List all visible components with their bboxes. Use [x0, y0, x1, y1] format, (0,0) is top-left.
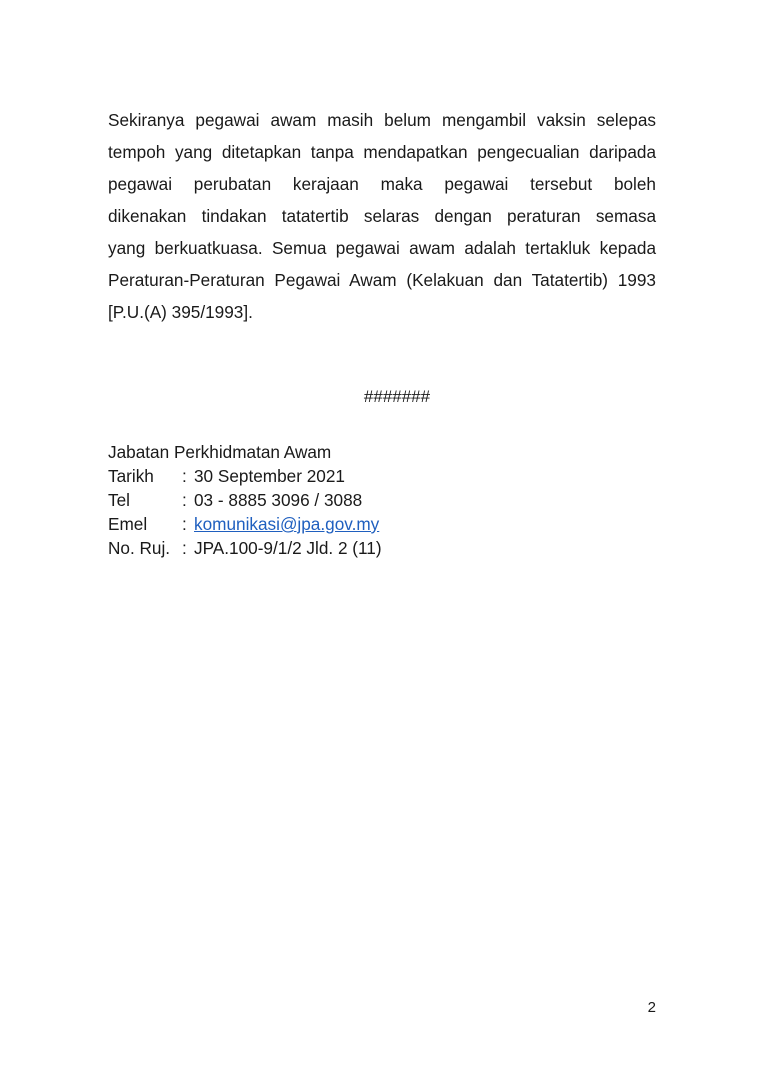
contact-colon: : [182, 490, 187, 510]
contact-colon: : [182, 466, 187, 486]
paragraph-line: Sekiranya pegawai awam masih belum mengambil vaksin selepas [108, 110, 656, 130]
contact-phone-value: 03 - 8885 3096 / 3088 [194, 490, 363, 510]
contact-row-reference [108, 536, 382, 560]
email-link[interactable]: komunikasi@jpa.gov.my [194, 514, 380, 534]
body-paragraph [108, 104, 656, 328]
contact-label: No. Ruj. [108, 538, 171, 558]
contact-date-value: 30 September 2021 [194, 466, 345, 486]
section-separator: ####### [363, 387, 431, 406]
contact-reference-value: JPA.100-9/1/2 Jld. 2 (11) [194, 538, 382, 558]
paragraph-line: pegawai perubatan kerajaan maka pegawai tersebut boleh [108, 174, 656, 194]
contact-label: Tel [108, 490, 130, 510]
paragraph-line: [P.U.(A) 395/1993]. [108, 302, 253, 322]
paragraph-line: dikenakan tindakan tatatertib selaras dengan peraturan semasa [108, 206, 656, 226]
contact-colon: : [182, 514, 187, 534]
contact-row-date [108, 464, 382, 488]
contact-block [108, 440, 382, 560]
paragraph-line: yang berkuatkuasa. Semua pegawai awam adalah tertakluk kepada [108, 238, 656, 258]
contact-label: Emel [108, 514, 148, 534]
paragraph-line: Peraturan-Peraturan Pegawai Awam (Kelakuan dan Tatatertib) 1993 [108, 270, 656, 290]
contact-row-email [108, 512, 382, 536]
contact-colon: : [182, 538, 187, 558]
contact-row-phone [108, 488, 382, 512]
paragraph-line: tempoh yang ditetapkan tanpa mendapatkan pengecualian daripada [108, 142, 656, 162]
organization-name: Jabatan Perkhidmatan Awam [108, 442, 332, 462]
page-number: 2 [647, 999, 656, 1016]
contact-label: Tarikh [108, 466, 154, 486]
